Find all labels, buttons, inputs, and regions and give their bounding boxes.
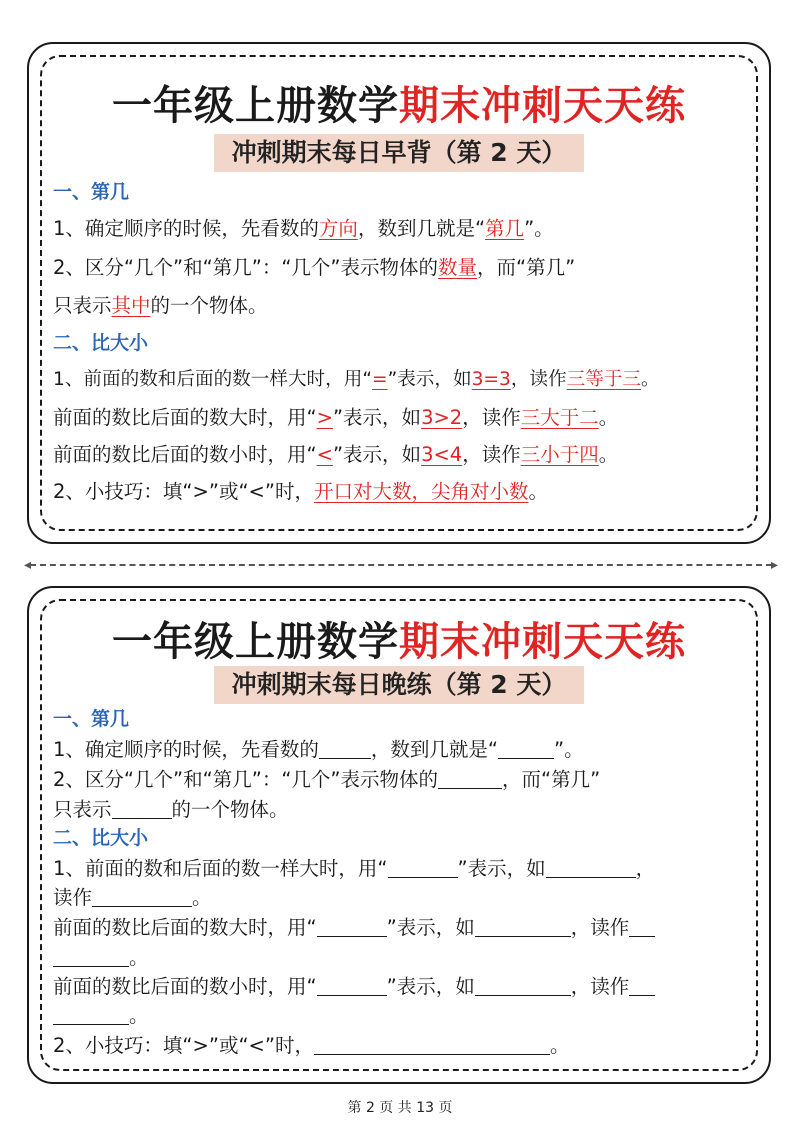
fill-blank[interactable] <box>53 1006 129 1025</box>
text-line: 1、确定顺序的时候，先看数的 ，数到几就是“ ”。 <box>53 738 584 761</box>
text-line: 1、确定顺序的时候，先看数的方向，数到几就是“第几”。 <box>53 217 554 240</box>
fill-blank[interactable] <box>475 977 571 996</box>
card-subtitle: 冲刺期末每日晚练（第 2 天） <box>214 666 585 704</box>
fill-blank[interactable] <box>92 888 192 907</box>
fill-blank[interactable] <box>319 740 371 759</box>
evening-practice-card <box>27 586 771 1084</box>
title-black-text: 一年级上册数学 <box>112 619 399 665</box>
page-footer: 第 2 页 共 13 页 <box>347 1100 453 1116</box>
text-line: 1、前面的数和后面的数一样大时，用“ ”表示，如 ， <box>53 857 656 880</box>
fill-blank[interactable] <box>438 770 502 789</box>
section-heading-compare: 二、比大小 <box>53 332 149 354</box>
fill-blank[interactable] <box>498 740 554 759</box>
fill-blank[interactable] <box>314 1036 550 1055</box>
answer-text: 第几 <box>485 217 525 240</box>
text-line: 只表示其中的一个物体。 <box>53 294 268 317</box>
section-heading-ordinal: 一、第几 <box>53 181 130 203</box>
text-line: 前面的数比后面的数大时，用“ ”表示，如 ，读作 <box>53 918 755 938</box>
text-line: 。 <box>53 1006 755 1026</box>
fill-blank[interactable] <box>53 948 129 967</box>
text-line: 前面的数比后面的数大时，用“>”表示，如3>2，读作三大于二。 <box>53 406 619 429</box>
card-title <box>29 619 769 665</box>
section-heading-compare: 二、比大小 <box>53 827 149 849</box>
text-line: 。 <box>53 948 755 968</box>
text-line: 读作 。 <box>53 886 212 909</box>
fill-blank[interactable] <box>317 918 387 937</box>
answer-text: 其中 <box>111 294 151 317</box>
arrow-right-icon: ▸ <box>770 557 778 573</box>
text-line: 2、小技巧：填“>”或“<”时， 。 <box>53 1034 570 1057</box>
answer-text: 方向 <box>318 217 358 240</box>
card-title <box>29 83 769 129</box>
section-heading-ordinal: 一、第几 <box>53 708 130 730</box>
text-line: 前面的数比后面的数小时，用“<”表示，如3<4，读作三小于四。 <box>53 443 619 466</box>
fill-blank[interactable] <box>388 859 458 878</box>
dashed-divider <box>30 564 772 566</box>
fill-blank[interactable] <box>112 800 172 819</box>
text-line: 2、小技巧：填“>”或“<”时，开口对大数，尖角对小数。 <box>53 480 549 503</box>
fill-blank[interactable] <box>317 977 387 996</box>
title-red-text: 期末冲刺天天练 <box>399 83 686 129</box>
card-subtitle: 冲刺期末每日早背（第 2 天） <box>214 134 585 172</box>
text-line: 1、前面的数和后面的数一样大时，用“=”表示，如3=3，读作三等于三。 <box>53 369 660 390</box>
text-line: 2、区分“几个”和“第几”：“几个”表示物体的数量，而“第几” <box>53 256 576 279</box>
answer-text: 数量 <box>438 256 478 279</box>
fill-blank[interactable] <box>629 977 655 996</box>
text-line: 只表示 的一个物体。 <box>53 798 289 821</box>
text-line: 前面的数比后面的数小时，用“ ”表示，如 ，读作 <box>53 977 755 997</box>
text-line: 2、区分“几个”和“第几”：“几个”表示物体的 ，而“第几” <box>53 768 601 791</box>
fill-blank[interactable] <box>629 918 655 937</box>
answer-text: 开口对大数，尖角对小数 <box>314 480 529 503</box>
fill-blank[interactable] <box>546 859 636 878</box>
fill-blank[interactable] <box>475 918 571 937</box>
arrow-left-icon: ◂ <box>24 557 32 573</box>
title-black-text: 一年级上册数学 <box>112 83 399 129</box>
morning-recite-card <box>27 42 771 544</box>
title-red-text: 期末冲刺天天练 <box>399 619 686 665</box>
